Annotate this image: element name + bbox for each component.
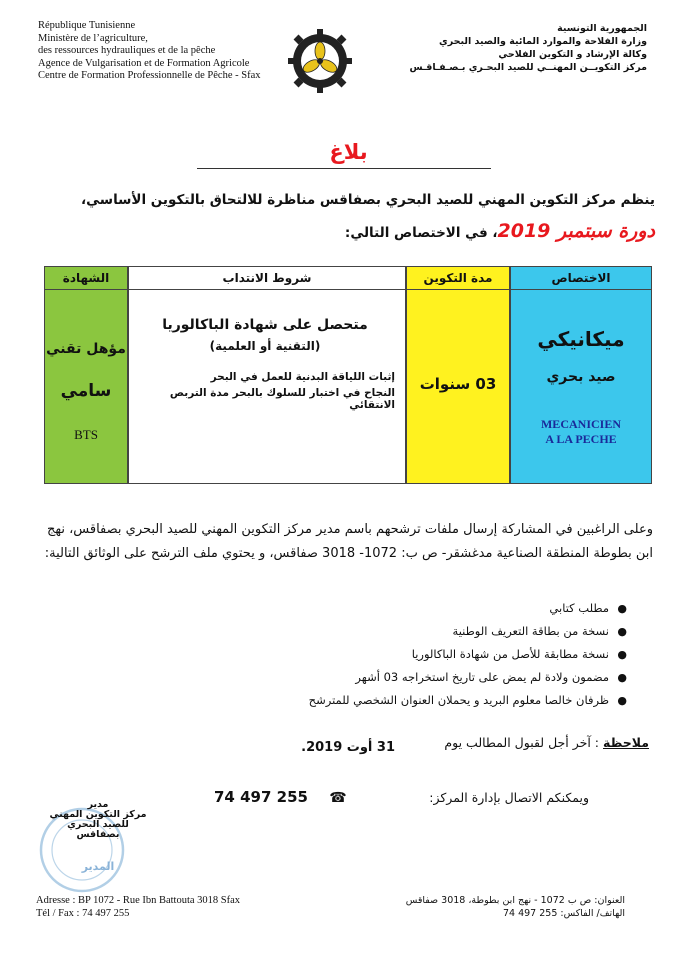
header-fr-line: des ressources hydrauliques et de la pêche xyxy=(38,45,216,56)
footer-address-fr: Adresse : BP 1072 - Rue Ibn Battouta 3018 Sfax xyxy=(36,895,241,906)
duration-value: 03 سنوات xyxy=(419,375,497,393)
header-fr-line: Agence de Vulgarisation et de Formation Agricole xyxy=(38,57,250,69)
footer-phone-ar: الهاتف/ الفاكس: 255 497 74 xyxy=(502,908,625,919)
certificate-arabic-2: سامي xyxy=(60,381,112,401)
header-specialty: الاختصاص xyxy=(511,267,651,290)
certificate-french: BTS xyxy=(74,427,98,442)
list-item: ● مطلب كتابي xyxy=(549,601,627,615)
specialty-arabic-2: صيد بحري xyxy=(546,369,616,385)
contact-label: ويمكنكم الاتصال بإدارة المركز: xyxy=(429,790,589,805)
title-underline xyxy=(197,168,491,169)
condition-bac-type: (التقنية أو العلمية) xyxy=(209,339,321,353)
header-fr-line: Centre de Formation Professionnelle de Pêche - Sfax xyxy=(38,70,261,81)
header-ar-line: وزارة الفلاحة والموارد المائية والصيد البحري xyxy=(439,36,647,47)
note-label: ملاحظة xyxy=(603,735,649,750)
certificate-column xyxy=(44,266,128,484)
session-line xyxy=(15,220,655,242)
session-rest: ، في الاختصاص التالي: xyxy=(344,225,498,241)
deadline-date: 31 أوت 2019. xyxy=(301,740,395,755)
specialty-table xyxy=(44,266,652,484)
list-item: ● مضمون ولادة لم يمض على تاريخ استخراجه 03 أشهر xyxy=(355,670,627,684)
footer-french xyxy=(36,894,240,920)
note-text: : آخر أجل لقبول المطالب يوم xyxy=(444,735,600,750)
application-paragraph: وعلى الراغبين في المشاركة إرسال ملفات ترشحهم باسم مدير مركز التكوين المهني للصيد البحري بصفاقس، نهج ابن بطوطة المنطقة الصناعية مدغشقر- ص ب: 1072- 3018 صفاقس، و يحتوي ملف الترشح على الوثائق التالية: xyxy=(44,522,653,561)
conditions-column xyxy=(128,266,406,484)
condition-sea-test: النجاح في اختبار للسلوك بالبحر مدة التربص الانتقائي xyxy=(169,387,395,411)
propeller-gear-logo xyxy=(287,28,353,94)
certificate-arabic-1: مؤهل تقني xyxy=(46,341,126,357)
header-arabic-block xyxy=(409,22,647,74)
header-fr-line: Ministère de l’agriculture, xyxy=(38,32,148,44)
intro-paragraph: ينظم مركز التكوين المهني للصيد البحري بصفاقس مناظرة للالتحاق بالتكوين الأساسي، xyxy=(81,192,655,208)
header-duration: مدة التكوين xyxy=(407,267,509,290)
duration-column xyxy=(406,266,510,484)
footer-phone-fr: Tél / Fax : 74 497 255 xyxy=(36,908,130,919)
footer-arabic xyxy=(406,894,625,920)
header-ar-line: الجمهورية التونسية xyxy=(557,23,647,34)
list-item: ● نسخة من بطاقة التعريف الوطنية xyxy=(452,624,627,638)
header-certificate: الشهادة xyxy=(45,267,127,290)
phone-number: 74 497 255 xyxy=(214,788,308,806)
header-ar-line: وكالة الإرشاد و التكوين الفلاحي xyxy=(498,49,647,60)
specialty-column xyxy=(510,266,652,484)
list-item: ● نسخة مطابقة للأصل من شهادة الباكالوريا xyxy=(411,647,627,661)
header-ar-line: مركز التكويــن المهنــي للصيد البحـري بـصـفـاقـس xyxy=(409,62,647,73)
documents-list xyxy=(309,597,627,712)
session-highlight: دورة سبتمبر 2019 xyxy=(497,220,655,242)
director-signature: مدير مركز التكوين المهني للصيد البحري بصفاقس المدير xyxy=(49,799,147,873)
footer-address-ar: العنوان: ص ب 1072 - نهج ابن بطوطة، 3018 صفاقس xyxy=(405,895,625,906)
page-title: بلاغ xyxy=(329,140,368,164)
deadline-note xyxy=(444,735,649,750)
header-french-block xyxy=(38,20,260,83)
specialty-french-1: MECANICIEN xyxy=(540,417,621,431)
specialty-arabic-1: ميكانيكي xyxy=(537,327,625,351)
telephone-icon: ☎ xyxy=(329,790,347,806)
list-item: ● ظرفان خالصا معلوم البريد و يحملان العنوان الشخصي للمترشح xyxy=(308,693,627,707)
condition-bac: متحصل على شهادة الباكالوريا xyxy=(162,317,368,333)
condition-fitness: إثبات اللياقة البدنية للعمل في البحر xyxy=(210,371,395,383)
specialty-french-2: A LA PECHE xyxy=(545,432,617,446)
phone-number-row xyxy=(214,788,347,806)
header-fr-line: République Tunisienne xyxy=(38,20,136,31)
header-conditions: شروط الانتداب xyxy=(129,267,405,290)
